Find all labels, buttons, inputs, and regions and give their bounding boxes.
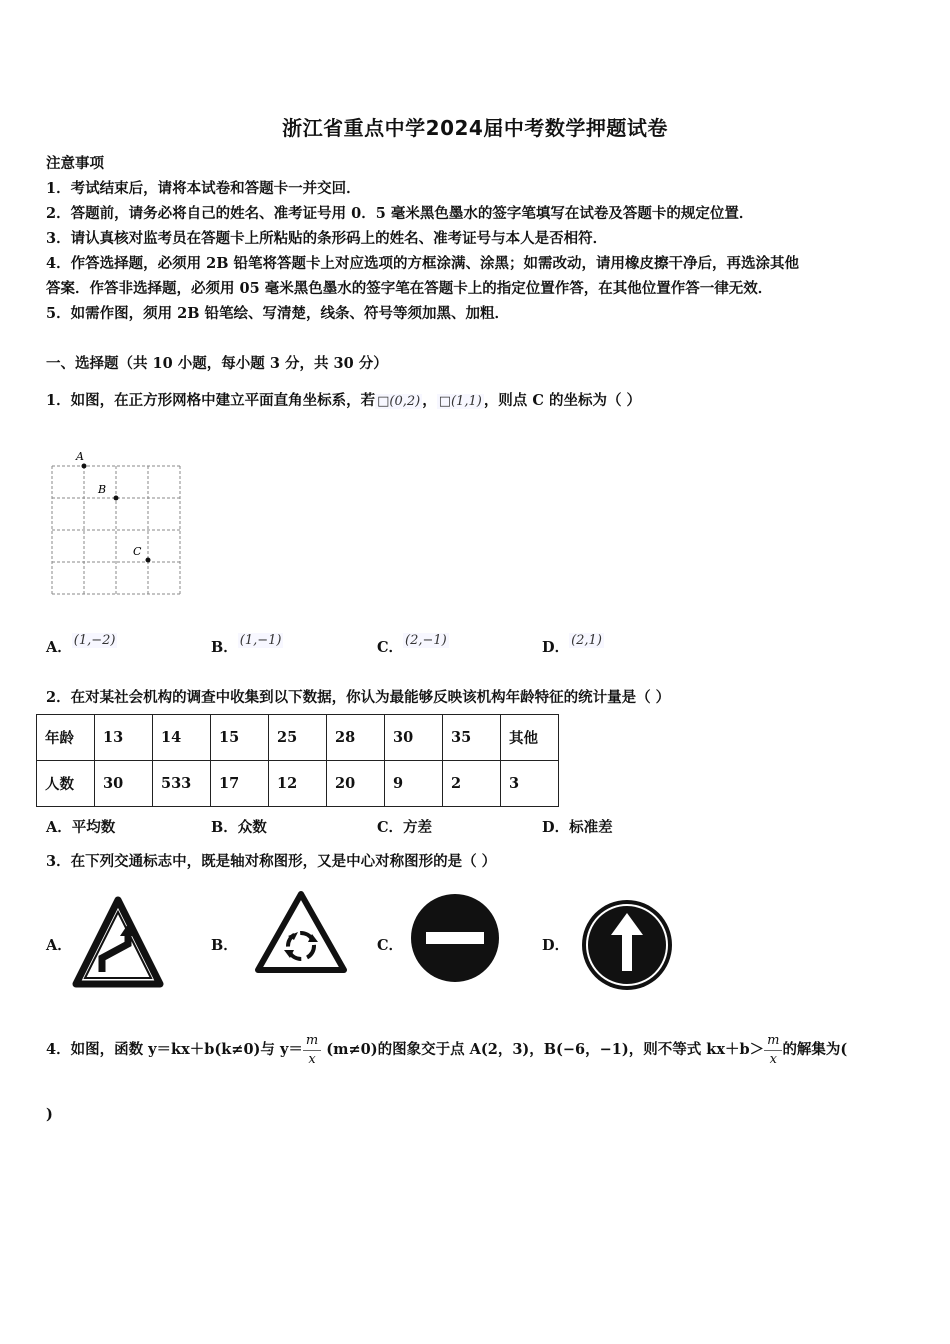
notice-line: 5．如需作图，须用 2B 铅笔绘、写清楚，线条、符号等须加黑、加粗． [46, 305, 510, 322]
table-cell: 30 [385, 715, 443, 761]
notice-line: 答案．作答非选择题，必须用 05 毫米黑色墨水的签字笔在答题卡上的指定位置作答，在其他位置作答一律无效． [46, 280, 773, 297]
roundabout-warning-sign-icon[interactable] [254, 890, 348, 974]
fraction-numerator: m [764, 1032, 782, 1051]
math-image-a: □(0,2) [377, 394, 421, 409]
page-title: 浙江省重点中学2024届中考数学押题试卷 [282, 116, 668, 140]
q2-option-b[interactable] [211, 816, 267, 837]
age-data-table [36, 714, 559, 807]
question-1-suffix: ，则点 C 的坐标为（ ） [483, 392, 641, 409]
question-2: 2．在对某社会机构的调查中收集到以下数据，你认为最能够反映该机构年龄特征的统计量是（ ） [46, 689, 671, 706]
question-3: 3．在下列交通标志中，既是轴对称图形，又是中心对称图形的是（ ） [46, 853, 497, 870]
option-label: C． [377, 639, 404, 656]
table-cell: 25 [269, 715, 327, 761]
option-label: D． [542, 639, 570, 656]
table-cell: 人数 [37, 761, 95, 807]
grid-lines [52, 466, 180, 594]
table-row [37, 715, 559, 761]
q1-option-a[interactable] [46, 633, 117, 657]
q2-option-d[interactable] [542, 816, 613, 837]
table-cell: 其他 [501, 715, 559, 761]
question-4 [46, 1018, 847, 1082]
straight-ahead-sign-icon[interactable] [581, 899, 673, 991]
option-value: 众数 [237, 819, 267, 836]
table-cell: 年龄 [37, 715, 95, 761]
table-cell: 12 [269, 761, 327, 807]
question-4-part: 4．如图，函数 y＝kx＋b(k≠0)与 y＝ [46, 1041, 303, 1058]
q3-option-d-label[interactable]: D． [542, 937, 570, 954]
table-cell: 14 [153, 715, 211, 761]
grid-figure [48, 450, 184, 598]
q3-option-b-label[interactable]: B． [211, 937, 238, 954]
table-row [37, 761, 559, 807]
label-b: B [98, 483, 107, 496]
fraction-numerator: m [303, 1032, 321, 1051]
notice-line: 1．考试结束后，请将本试卷和答题卡一并交回． [46, 180, 361, 197]
option-label: C． [377, 819, 404, 836]
option-label: B． [211, 819, 238, 836]
q3-option-c-label[interactable]: C． [377, 937, 404, 954]
notice-heading: 注意事项 [46, 155, 104, 172]
table-cell: 20 [327, 761, 385, 807]
table-cell: 30 [95, 761, 153, 807]
q1-option-d[interactable] [542, 633, 604, 657]
label-a: A [76, 450, 84, 463]
fraction-m-over-x [764, 1032, 782, 1069]
label-c: C [133, 545, 142, 558]
question-1-prefix: 1．如图，在正方形网格中建立平面直角坐标系，若 [46, 392, 376, 409]
option-label: D． [542, 819, 570, 836]
fraction-m-over-x [303, 1032, 321, 1069]
point-a [82, 464, 87, 469]
section-heading: 一、选择题（共 10 小题，每小题 3 分，共 30 分） [46, 355, 388, 372]
table-cell: 17 [211, 761, 269, 807]
q3-option-a-label[interactable]: A． [46, 937, 72, 954]
option-value: 平均数 [71, 819, 116, 836]
table-cell: 13 [95, 715, 153, 761]
question-4-close: ) [46, 1106, 53, 1123]
q1-option-b[interactable] [211, 633, 283, 657]
option-value: (2,1) [571, 633, 602, 648]
question-4-part: (m≠0)的图象交于点 A(2，3)，B(−6，−1)，则不等式 kx＋b＞ [326, 1041, 765, 1058]
q1-option-c[interactable] [377, 633, 449, 657]
option-label: A． [46, 639, 72, 656]
table-cell: 28 [327, 715, 385, 761]
table-cell: 35 [443, 715, 501, 761]
point-c [146, 558, 151, 563]
fraction-denominator: x [769, 1051, 777, 1067]
option-value: 标准差 [569, 819, 613, 836]
table-cell: 3 [501, 761, 559, 807]
option-label: B． [211, 639, 238, 656]
table-cell: 9 [385, 761, 443, 807]
q2-option-c[interactable] [377, 816, 432, 837]
table-cell: 2 [443, 761, 501, 807]
separator: ， [422, 392, 437, 409]
question-4-part: 的解集为( [782, 1041, 848, 1058]
curve-warning-sign-icon[interactable] [72, 896, 164, 990]
option-value: (1,−2) [73, 633, 116, 648]
math-image-b: □(1,1) [438, 394, 482, 409]
no-entry-sign-icon[interactable] [410, 893, 500, 983]
question-1 [46, 389, 641, 410]
option-value: (1,−1) [239, 633, 282, 648]
option-label: A． [46, 819, 72, 836]
fraction-denominator: x [308, 1051, 316, 1067]
notice-line: 2．答题前，请务必将自己的姓名、准考证号用 0．5 毫米黑色墨水的签字笔填写在试卷及答题卡的规定位置． [46, 205, 754, 222]
table-cell: 15 [211, 715, 269, 761]
table-cell: 533 [153, 761, 211, 807]
notice-line: 4．作答选择题，必须用 2B 铅笔将答题卡上对应选项的方框涂满、涂黑；如需改动，请用橡皮擦干净后，再选涂其他 [46, 255, 800, 272]
notice-line: 3．请认真核对监考员在答题卡上所粘贴的条形码上的姓名、准考证号与本人是否相符． [46, 230, 608, 247]
option-value: 方差 [403, 819, 433, 836]
option-value: (2,−1) [405, 633, 447, 648]
q2-option-a[interactable] [46, 816, 115, 837]
point-b [114, 496, 119, 501]
